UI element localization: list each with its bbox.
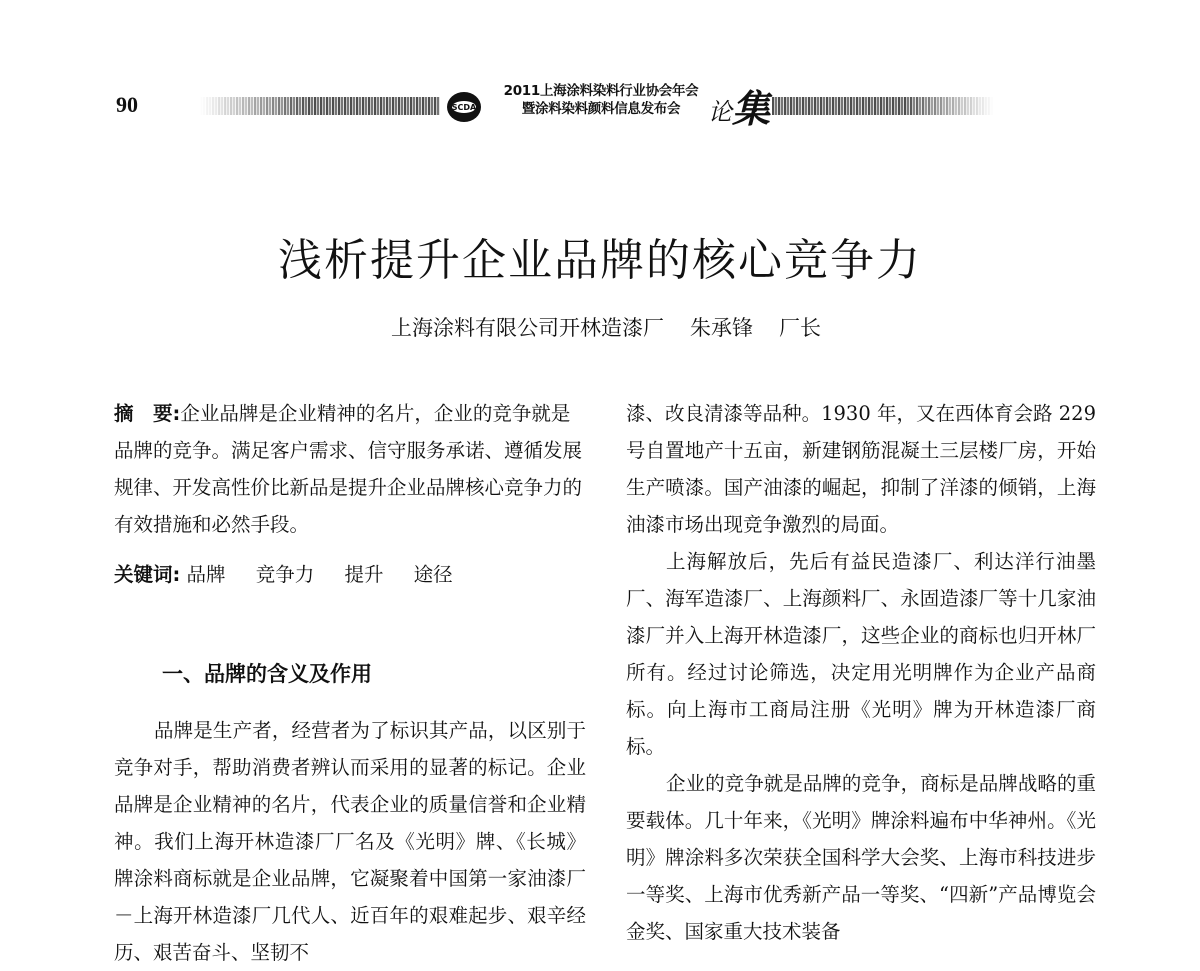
keyword: 品牌: [186, 563, 226, 586]
author-position: 厂长: [779, 316, 821, 340]
keywords-label: 关键词:: [114, 563, 181, 586]
keywords: [114, 556, 453, 593]
paragraph: 上海解放后，先后有益民造漆厂、利达洋行油墨厂、海军造漆厂、上海颜料厂、永固造漆厂等十几家油漆厂并入上海开林造漆厂，这些企业的商标也归开林厂所有。经过讨论筛选，决定用光明牌作为企业产品商标。向上海市工商局注册《光明》牌为开林造漆厂商标。: [626, 550, 1096, 758]
keyword: 提升: [344, 563, 384, 586]
keyword: 竞争力: [255, 563, 315, 586]
keyword: 途径: [413, 563, 453, 586]
association-logo: [446, 90, 482, 124]
section-heading: 一、品牌的含义及作用: [162, 662, 372, 686]
article-title: 浅析提升企业品牌的核心竞争力: [278, 235, 922, 286]
header-band-left: [200, 97, 440, 115]
page-number: 90: [116, 92, 138, 117]
author-organization: 上海涂料有限公司开林造漆厂: [391, 316, 664, 340]
collection-char-2: 集: [732, 86, 771, 131]
paragraph: 企业的竞争就是品牌的竞争，商标是品牌战略的重要载体。几十年来，《光明》牌涂料遍布中华神州。《光明》牌涂料多次荣获全国科学大会奖、上海市科技进步一等奖、上海市优秀新产品一等奖、“四新”产品博览会金奖、国家重大技术装备: [626, 772, 1096, 943]
running-header: [0, 72, 1200, 132]
collection-char-1: 论: [708, 98, 732, 126]
logo-text: SCDA: [451, 103, 477, 112]
header-band-right: [772, 97, 994, 115]
author-name: 朱承锋: [690, 316, 753, 340]
right-column-body: [626, 395, 1096, 950]
paragraph: 漆、改良清漆等品种。1930 年，又在西体育会路 229 号自置地产十五亩，新建钢筋混凝土三层楼厂房，开始生产喷漆。国产油漆的崛起，抑制了洋漆的倾销，上海油漆市场出现竞争激烈的局面。: [626, 402, 1096, 536]
paragraph: 品牌是生产者，经营者为了标识其产品，以区别于竞争对手，帮助消费者辨认而采用的显著的标记。企业品牌是企业精神的名片，代表企业的质量信誉和企业精神。我们上海开林造漆厂厂名及《光明》牌、《长城》牌涂料商标就是企业品牌，它凝聚着中国第一家油漆厂－上海开林造漆厂几代人、近百年的艰难起步、艰辛经历、艰苦奋斗、坚韧不: [114, 719, 586, 964]
abstract: [114, 395, 586, 543]
author-line: [0, 312, 1200, 342]
abstract-label: 摘 要:: [114, 402, 181, 425]
conference-line-1: 2011上海涂料染料行业协会年会: [503, 83, 699, 99]
left-column-body: [114, 712, 586, 971]
collection-calligraphy: [708, 76, 770, 132]
conference-line-2: 暨涂料染料颜料信息发布会: [521, 101, 681, 117]
conference-title: [490, 82, 712, 118]
abstract-text: 企业品牌是企业精神的名片，企业的竞争就是品牌的竞争。满足客户需求、信守服务承诺、遵循发展规律、开发高性价比新品是提升企业品牌核心竞争力的有效措施和必然手段。: [114, 402, 583, 536]
